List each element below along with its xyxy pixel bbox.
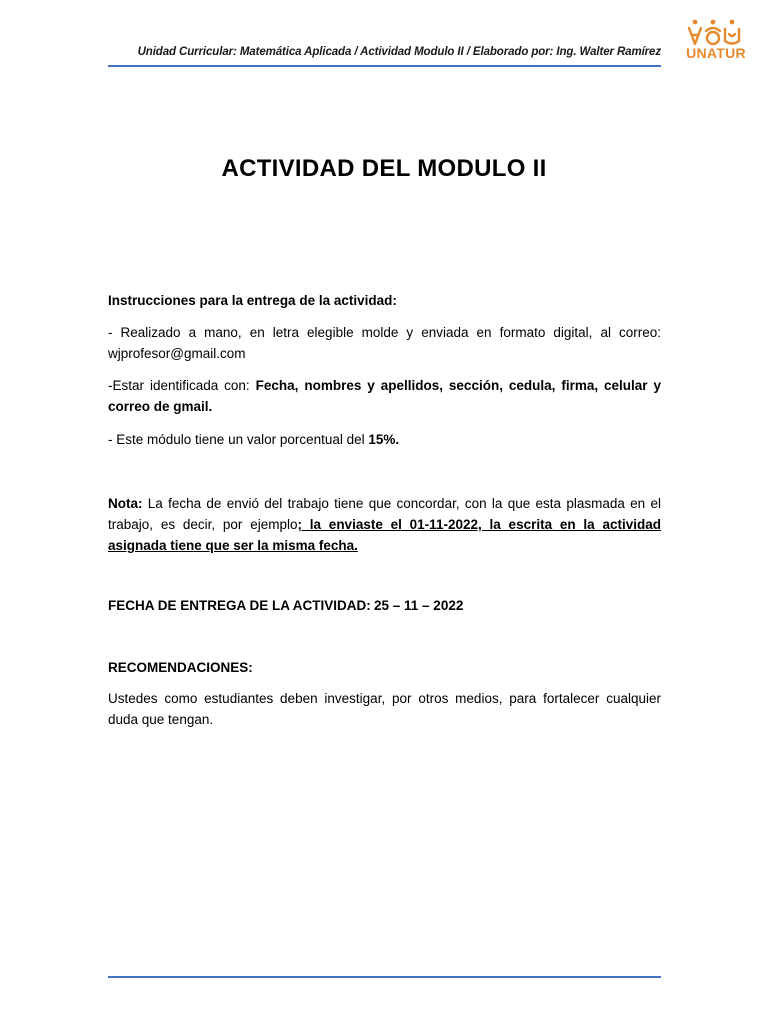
- instructions-heading: Instrucciones para la entrega de la actividad:: [108, 293, 397, 308]
- header-rule: [108, 65, 661, 67]
- instruction-item-2-prefix: -Estar identificada con:: [108, 378, 256, 393]
- nota-label: Nota:: [108, 496, 143, 511]
- instruction-item-3-bold: 15%.: [368, 432, 400, 447]
- nota-paragraph: [108, 493, 661, 556]
- nota-text: La fecha de envió del trabajo tiene que concordar, con la que esta plasmada en el trabajo, es decir, por ejemplo: [108, 496, 661, 532]
- instruction-item-3: [108, 429, 661, 450]
- recommendations-heading: RECOMENDACIONES:: [108, 660, 253, 675]
- footer-rule: [108, 976, 661, 978]
- instruction-item-1: - Realizado a mano, en letra elegible molde y enviada en formato digital, al correo: wjprofesor@gmail.com: [108, 325, 661, 361]
- header-course-info: Unidad Curricular: Matemática Aplicada / Actividad Modulo II / Elaborado por: Ing. Walter Ramírez: [137, 46, 661, 58]
- logo-text: UNATUR: [686, 45, 746, 61]
- page-title: ACTIVIDAD DEL MODULO II: [221, 155, 547, 182]
- delivery-date: 25 – 11 – 2022: [374, 598, 464, 613]
- nota-emphasis: ; la enviaste el 01-11-2022, la escrita en la actividad asignada tiene que ser la misma fecha.: [108, 517, 661, 553]
- instruction-item-3-prefix: - Este módulo tiene un valor porcentual del: [108, 432, 369, 447]
- instruction-item-2-bold: Fecha, nombres y apellidos, sección, cedula, firma, celular y correo de gmail.: [108, 378, 661, 414]
- recommendations-text: Ustedes como estudiantes deben investigar, por otros medios, para fortalecer cualquier duda que tengan.: [108, 691, 661, 727]
- instruction-item-2: [108, 375, 661, 417]
- delivery-label: FECHA DE ENTREGA DE LA ACTIVIDAD:: [108, 598, 371, 613]
